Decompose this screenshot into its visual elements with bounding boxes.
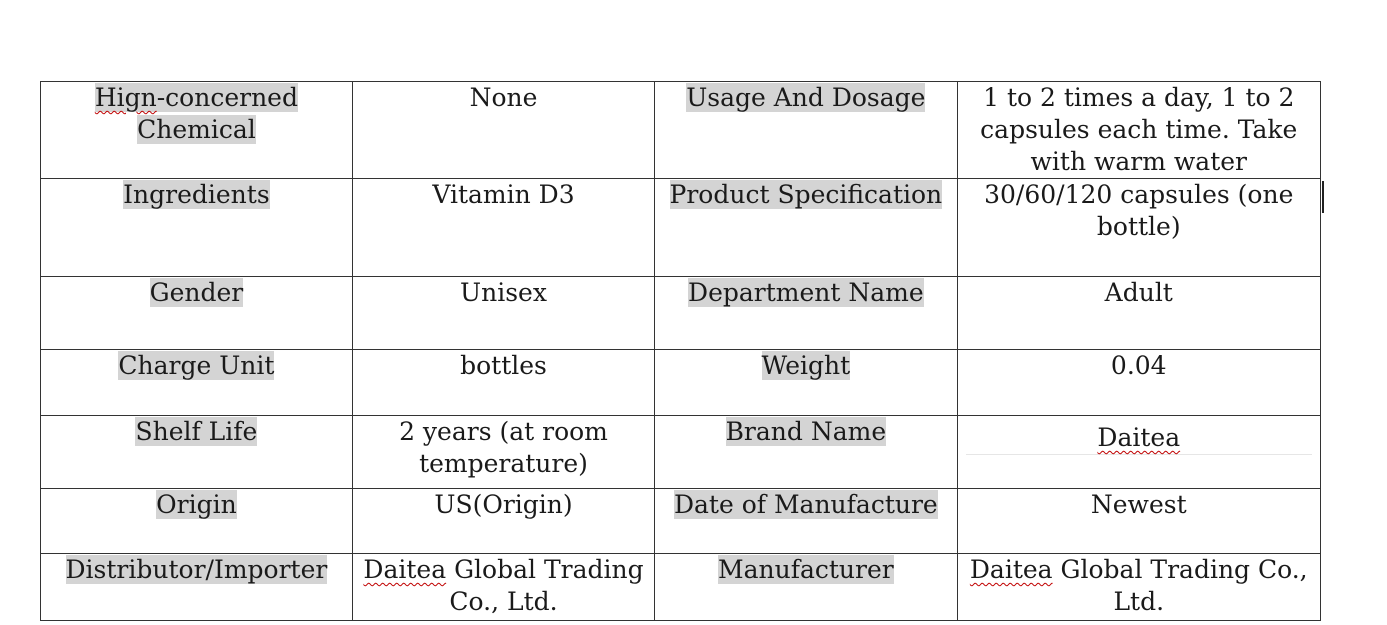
table-row <box>41 350 1321 416</box>
value-text: Adult <box>1104 278 1173 307</box>
table-row <box>41 416 1321 489</box>
value-text: Unisex <box>460 278 547 307</box>
label-cell[interactable] <box>41 554 353 621</box>
value-text: Daitea <box>1097 423 1181 452</box>
label-cell[interactable] <box>41 416 353 489</box>
spelling-flag: Daitea <box>363 555 447 584</box>
label-cell[interactable] <box>41 82 353 179</box>
label-text: Distributor/Importer <box>65 555 328 584</box>
value-cell[interactable] <box>352 277 654 350</box>
value-cell[interactable] <box>352 350 654 416</box>
label-text-rest: -concerned Chemical <box>137 83 298 144</box>
label-text: Origin <box>156 490 237 519</box>
table-row <box>41 82 1321 179</box>
table-row <box>41 554 1321 621</box>
value-cell[interactable] <box>957 82 1320 179</box>
value-text: 0.04 <box>1110 351 1167 380</box>
value-cell[interactable] <box>957 277 1320 350</box>
label-text: Product Specification <box>669 180 943 209</box>
label-cell[interactable] <box>655 350 957 416</box>
label-cell[interactable] <box>655 489 957 554</box>
spelling-flag: Daitea <box>969 555 1053 584</box>
label-cell[interactable] <box>41 350 353 416</box>
value-text: Newest <box>1090 490 1187 519</box>
brand-value-line <box>966 416 1312 455</box>
label-text: Usage And Dosage <box>686 83 926 112</box>
value-text: 30/60/120 capsules (one bottle) <box>984 180 1294 241</box>
label-cell[interactable] <box>655 179 957 277</box>
value-cell[interactable] <box>352 489 654 554</box>
label-text: Department Name <box>688 278 924 307</box>
table-row <box>41 277 1321 350</box>
table-row <box>41 489 1321 554</box>
label-cell[interactable] <box>655 554 957 621</box>
label-text: Charge Unit <box>118 351 275 380</box>
label-text: Gender <box>149 278 244 307</box>
value-cell[interactable] <box>957 554 1320 621</box>
value-text: Vitamin D3 <box>432 180 575 209</box>
label-text: Date of Manufacture <box>673 490 938 519</box>
value-text: 2 years (at room temperature) <box>399 417 608 478</box>
label-cell[interactable] <box>655 82 957 179</box>
label-cell[interactable] <box>655 416 957 489</box>
value-cell[interactable] <box>957 350 1320 416</box>
value-cell[interactable] <box>352 416 654 489</box>
label-text: Manufacturer <box>717 555 894 584</box>
label-text <box>95 83 298 144</box>
product-info-table <box>40 81 1321 621</box>
value-text: Global Trading Co., Ltd. <box>1052 555 1308 616</box>
label-text: Weight <box>761 351 851 380</box>
value-text: bottles <box>460 351 547 380</box>
value-text: 1 to 2 times a day, 1 to 2 capsules each time. Take with warm water <box>980 83 1298 176</box>
value-cell[interactable] <box>352 82 654 179</box>
label-cell[interactable] <box>41 277 353 350</box>
label-cell[interactable] <box>655 277 957 350</box>
value-text: Global Trading Co., Ltd. <box>446 555 644 616</box>
value-cell[interactable] <box>957 489 1320 554</box>
label-cell[interactable] <box>41 489 353 554</box>
table-row <box>41 179 1321 277</box>
value-text: None <box>469 83 538 112</box>
value-text: US(Origin) <box>434 490 573 519</box>
spelling-flag: Hign <box>94 83 157 112</box>
label-text: Brand Name <box>725 417 887 446</box>
value-cell[interactable] <box>957 179 1320 277</box>
value-cell[interactable] <box>352 554 654 621</box>
value-cell[interactable] <box>352 179 654 277</box>
label-text: Ingredients <box>123 180 270 209</box>
value-cell[interactable] <box>957 416 1320 489</box>
label-text: Shelf Life <box>135 417 258 446</box>
label-cell[interactable] <box>41 179 353 277</box>
text-cursor <box>1322 181 1324 213</box>
